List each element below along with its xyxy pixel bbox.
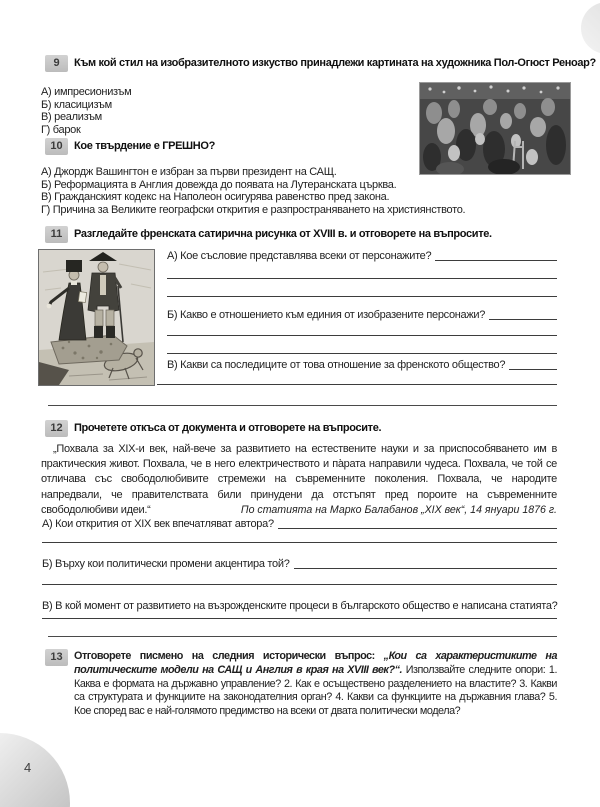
answer-line: [42, 618, 557, 619]
satire-drawing-image: [38, 249, 155, 386]
answer-line: [167, 296, 557, 297]
question-13-text: [74, 650, 557, 719]
q12-subquestion-b: [42, 558, 557, 570]
question-10-number: 10: [45, 138, 68, 155]
answer-line: [42, 584, 557, 585]
option-b: Б) класицизъм: [41, 98, 112, 111]
question-10-options: [41, 166, 465, 217]
question-11-number: 11: [45, 226, 68, 243]
q12-subquestion-v-label: В) В кой момент от развитието на възрожденските процеси в българското общество е написана статията?: [42, 600, 558, 612]
question-12-number: 12: [45, 420, 68, 437]
q13-instructions: Използвайте следните опори: 1. Каква е формата на държавно управление? 2. Как е осъществено разделението на властите? 3. Какви са структурата и функциите на законодателния орган? 4. Какви са функциите на държавния глава? 5. Кое според вас е най-голямото предимство на всеки от двата политически модела?: [74, 663, 557, 718]
q11-subquestion-a-label: А) Кое съсловие представлява всеки от персонажите?: [167, 250, 432, 262]
q12-subquestion-a: [42, 518, 557, 530]
option-v: В) реализъм: [41, 111, 102, 124]
q13-lead: Отговорете писмено на следния исторически въпрос:: [74, 650, 384, 662]
q11-subquestion-v: [167, 359, 557, 371]
q11-subquestion-v-label: В) Какви са последиците от това отношение за френското общество?: [167, 359, 506, 371]
document-source: По статията на Марко Балабанов „XIX век“, 14 януари 1876 г.: [240, 504, 557, 516]
option-a: А) импресионизъм: [41, 86, 132, 98]
section-divider: [48, 405, 557, 406]
q11-subquestion-b: [167, 309, 557, 321]
question-12-title: Прочетете откъса от документа и отговорете на въпросите.: [74, 422, 382, 434]
option-v: В) Гражданският кодекс на Наполеон осигурява равенство пред закона.: [41, 191, 390, 204]
answer-blank: [435, 260, 557, 261]
question-9-options: [41, 86, 131, 137]
question-11-title: Разгледайте френската сатирична рисунка от XVIII в. и отговорете на въпросите.: [74, 228, 492, 240]
answer-line: [167, 335, 557, 336]
question-13-number: 13: [45, 649, 68, 666]
document-excerpt: „Похвала за XIX-и век, най-вече за развитието на естествените науки и за приспособяването им в практическия живот. Похвала, че в него електричеството и па̀рата направили чудеса. Похвала, че той се отличава със свободолюбивите стремежи на съвременните поколения. Похвала, че народите напредвали, че правителствата били принудени да отстъпят пред пороите на съвременните свободолюбиви идеи.“: [41, 443, 557, 516]
satire-drawing-graphic: [39, 250, 154, 385]
option-b: Б) Реформацията в Англия довежда до появата на Лутеранската църква.: [41, 178, 397, 191]
answer-blank: [509, 369, 557, 370]
section-divider: [48, 636, 557, 637]
answer-line: [42, 542, 557, 543]
option-g: Г) барок: [41, 124, 81, 137]
top-right-corner-decoration: [581, 2, 600, 54]
renoir-painting-graphic: [420, 83, 570, 174]
answer-blank: [278, 528, 557, 529]
question-9-title: Към кой стил на изобразителното изкуство принадлежи картината на художника Пол-Огюст Реноар?: [74, 57, 596, 69]
q12-subquestion-a-label: А) Кои открития от XIX век впечатляват автора?: [42, 518, 274, 530]
answer-line: [167, 353, 557, 354]
q11-subquestion-b-label: Б) Какво е отношението към единия от изобразените персонажи?: [167, 309, 486, 321]
q12-subquestion-v: [42, 600, 557, 612]
option-a: А) Джордж Вашингтон е избран за първи президент на САЩ.: [41, 166, 337, 178]
page-number: 4: [24, 760, 32, 775]
q13-historical-question: „Кои са характеристиките на политическите модели на САЩ и Англия в края на XVIII век?“.: [74, 650, 557, 676]
answer-blank: [489, 319, 557, 320]
question-10-title: Кое твърдение е ГРЕШНО?: [74, 140, 215, 152]
q11-subquestion-a: [167, 250, 557, 262]
answer-line: [167, 278, 557, 279]
answer-line: [157, 384, 557, 385]
bottom-left-corner-decoration: [0, 733, 70, 807]
renoir-painting-image: [419, 82, 571, 175]
answer-blank: [294, 568, 557, 569]
q12-subquestion-b-label: Б) Върху кои политически промени акцентира той?: [42, 558, 290, 570]
question-9-number: 9: [45, 55, 68, 72]
option-g: Г) Причина за Великите географски открития е разпространяването на християнството.: [41, 204, 466, 217]
